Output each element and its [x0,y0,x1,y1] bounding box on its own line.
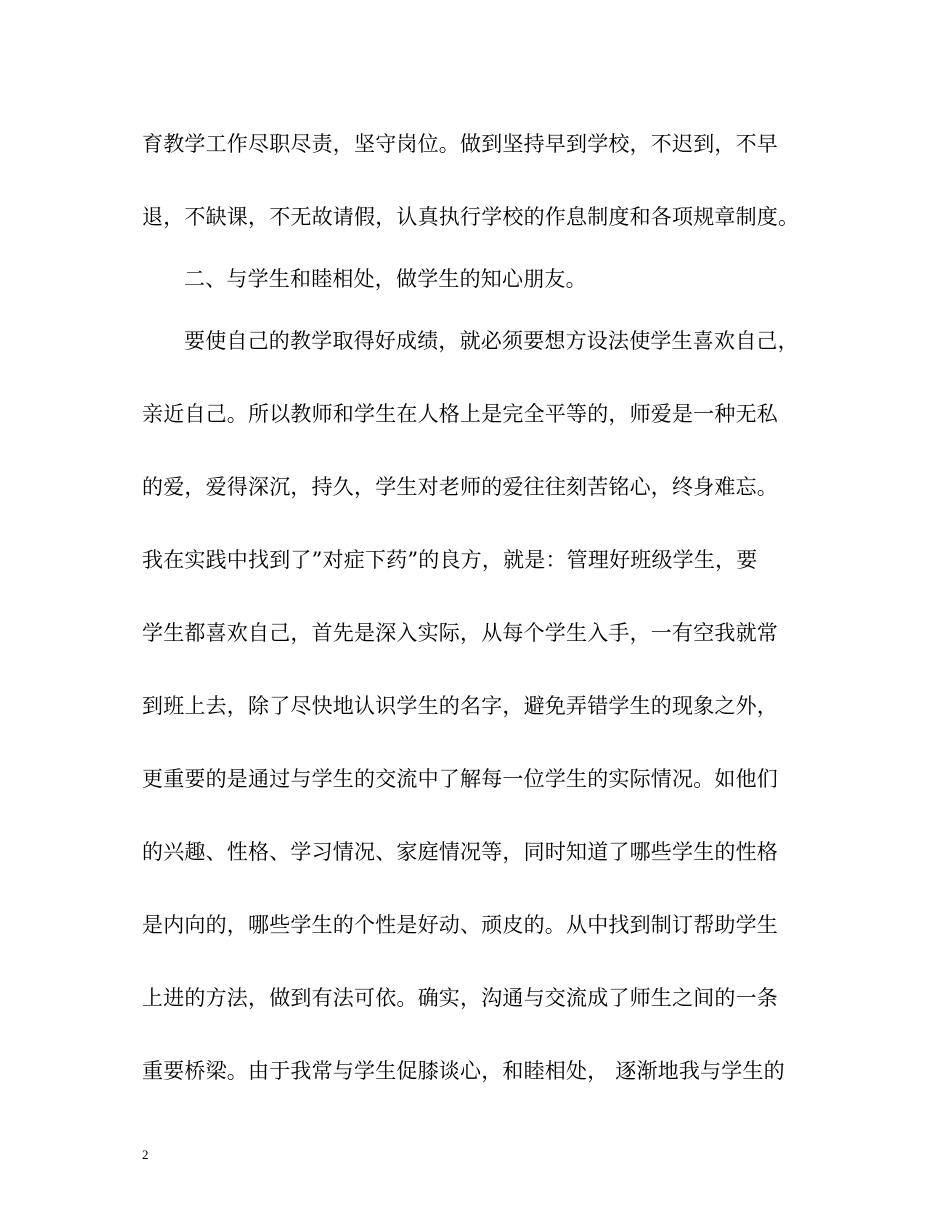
text-line: 上进的方法，做到有法可依。确实，沟通与交流成了师生之间的一条 [142,986,778,1010]
text-line: 重要桥梁。由于我常与学生促膝谈心，和睦相处， 逐渐地我与学生的 [142,1059,785,1083]
section-heading: 二、与学生和睦相处，做学生的知心朋友。 [184,267,587,291]
text-line: 亲近自己。所以教师和学生在人格上是完全平等的，师爱是一种无私 [142,402,778,426]
text-line: 育教学工作尽职尽责，坚守岗位。做到坚持早到学校，不迟到，不早 [142,132,778,156]
page-number: 2 [142,1147,149,1162]
text-line: 学生都喜欢自己，首先是深入实际，从每个学生入手，一有空我就常 [142,621,778,645]
text-line: 退，不缺课，不无故请假，认真执行学校的作息制度和各项规章制度。 [142,205,800,229]
text-line: 更重要的是通过与学生的交流中了解每一位学生的实际情况。如他们 [142,767,778,791]
text-line: 的爱，爱得深沉，持久，学生对老师的爱往往刻苦铭心，终身难忘。 [142,475,778,499]
paragraph-first-line: 要使自己的教学取得好成绩，就必须要想方设法使学生喜欢自己， [184,329,799,353]
text-line: 是内向的，哪些学生的个性是好动、顽皮的。从中找到制订帮助学生 [142,913,778,937]
text-line: 的兴趣、性格、学习情况、家庭情况等，同时知道了哪些学生的性格 [142,840,778,864]
text-line: 到班上去，除了尽快地认识学生的名字，避免弄错学生的现象之外， [142,694,778,718]
text-line: 我在实践中找到了”对症下药”的良方，就是：管理好班级学生，要 [142,548,758,572]
